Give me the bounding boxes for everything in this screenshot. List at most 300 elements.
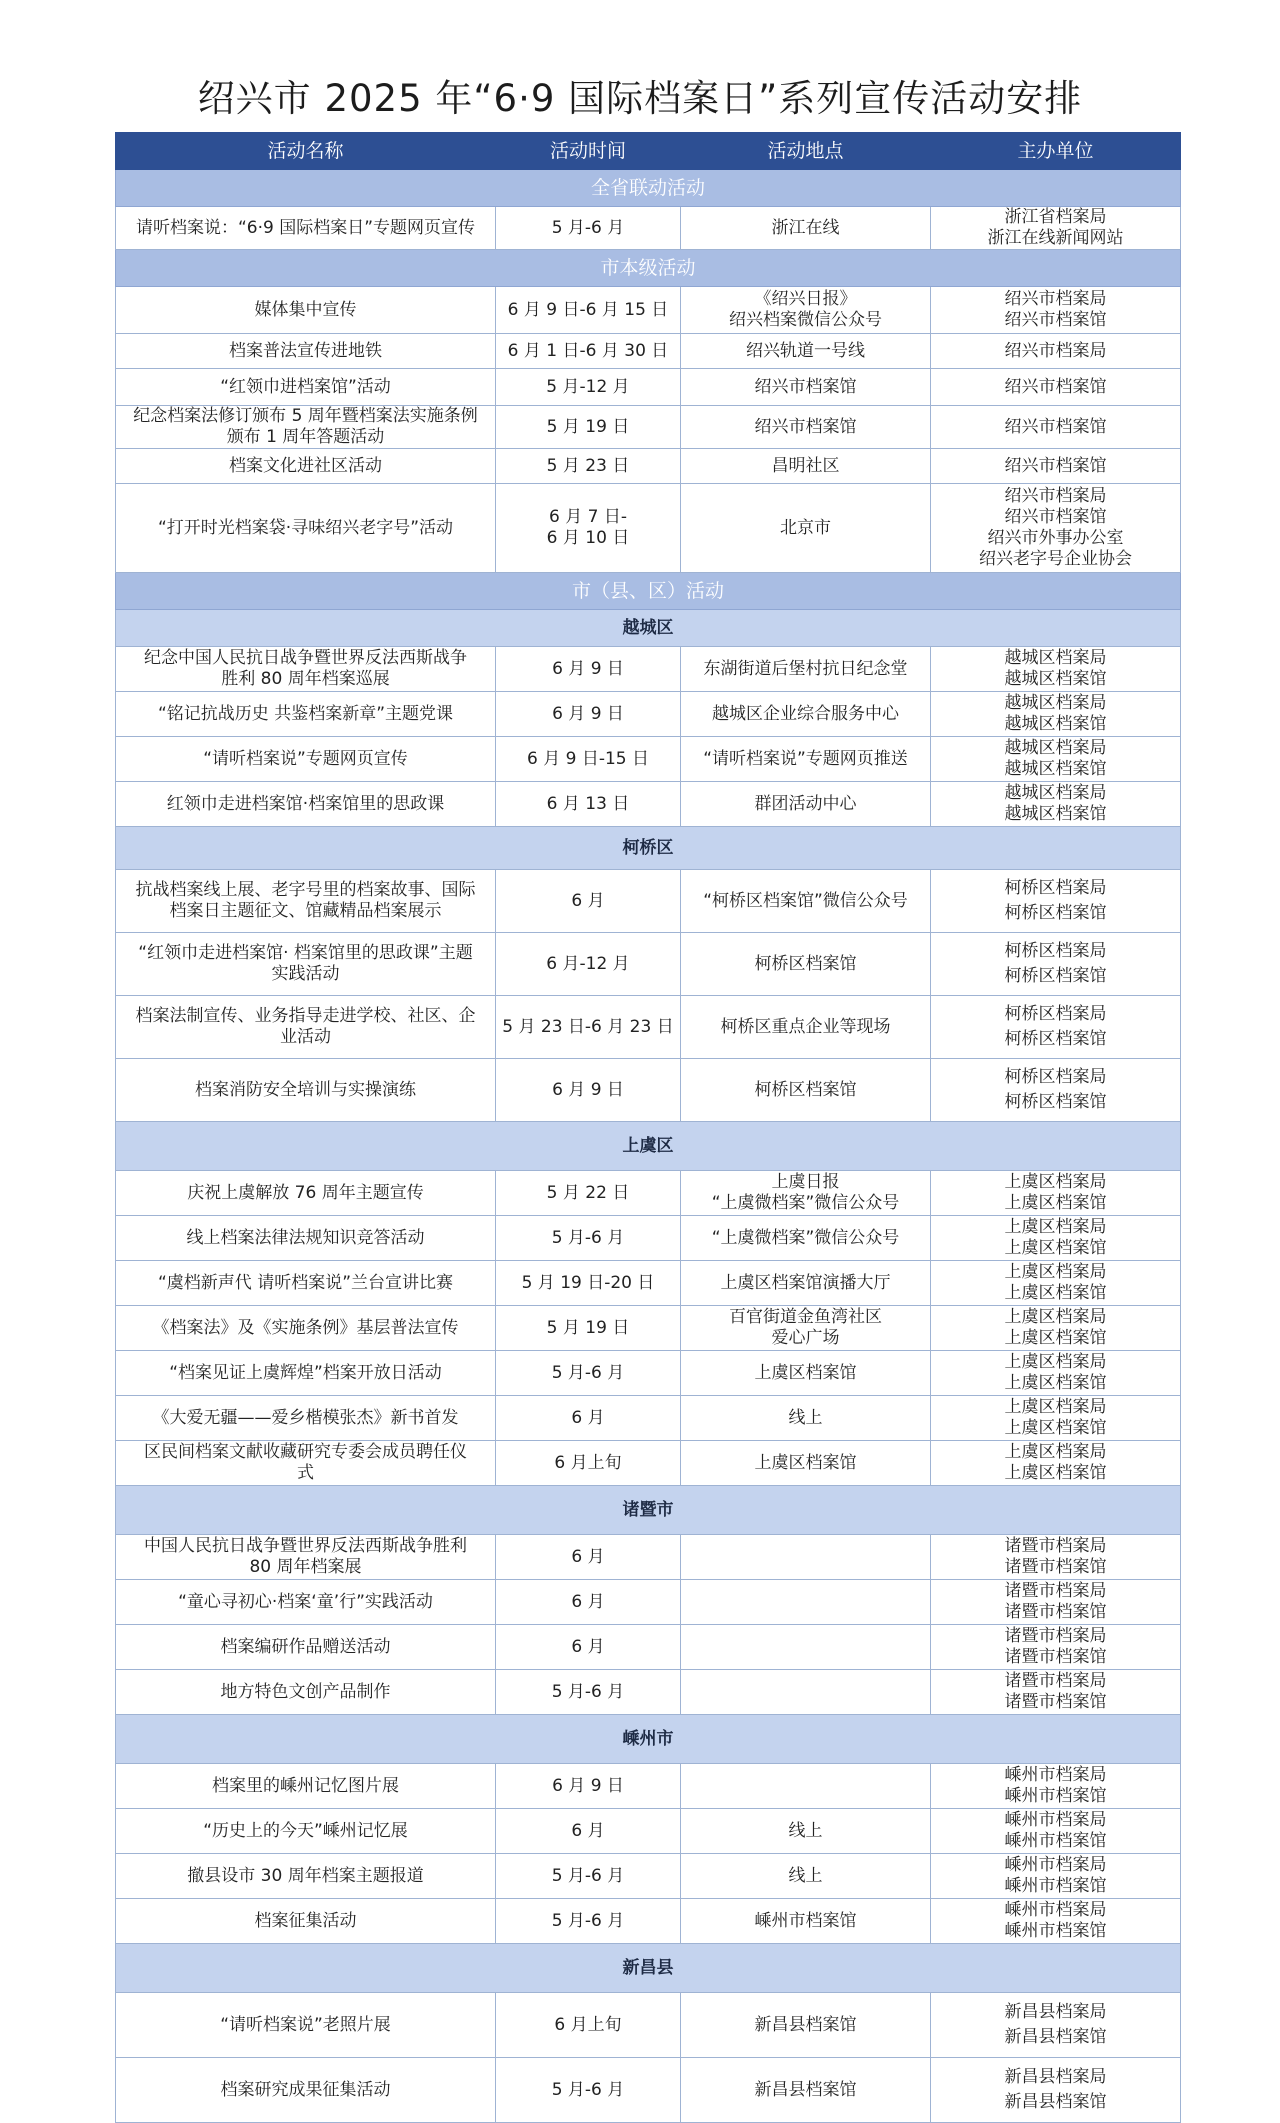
- organizer-line: 新昌县档案馆: [1004, 2092, 1107, 2112]
- activity-time-line: 5 月-6 月: [551, 217, 625, 238]
- table-row: [116, 1351, 1181, 1396]
- table-row: [116, 647, 1181, 692]
- activity-name: [116, 1351, 496, 1396]
- activity-name-line: 地方特色文创产品制作: [220, 1681, 391, 1702]
- activity-place: [681, 996, 931, 1059]
- organizer: [931, 207, 1181, 250]
- activity-name-line: “红领巾进档案馆”活动: [220, 376, 391, 397]
- activity-name-line: 档案里的嵊州记忆图片展: [212, 1775, 399, 1796]
- activity-place: [681, 207, 931, 250]
- activity-time: [496, 1216, 681, 1261]
- activity-name: [116, 1899, 496, 1944]
- activity-name: [116, 207, 496, 250]
- activity-name: [116, 870, 496, 933]
- organizer-line: 上虞区档案局: [1004, 1352, 1107, 1372]
- activity-place-line: 绍兴市档案馆: [754, 416, 857, 437]
- activity-name: [116, 449, 496, 484]
- activity-name-line: 档案日主题征文、馆藏精品档案展示: [169, 901, 442, 921]
- activity-name-line: 80 周年档案展: [249, 1557, 362, 1577]
- activity-time: [496, 406, 681, 449]
- activity-time-line: 6 月 9 日: [552, 1079, 624, 1100]
- activity-time-line: 6 月 9 日: [552, 1775, 624, 1796]
- organizer: [931, 647, 1181, 692]
- activity-name: [116, 2058, 496, 2123]
- activity-time-line: 6 月 1 日-6 月 30 日: [507, 340, 669, 361]
- activity-place-line: 绍兴轨道一号线: [746, 340, 865, 361]
- organizer-line: 上虞区档案局: [1004, 1442, 1107, 1462]
- organizer-line: 嵊州市档案馆: [1004, 1786, 1107, 1806]
- activity-time-line: 6 月: [571, 1636, 605, 1657]
- activity-time: [496, 1171, 681, 1216]
- activity-name: [116, 1535, 496, 1580]
- activity-time-line: 6 月 7 日-: [549, 507, 627, 527]
- activity-time: [496, 647, 681, 692]
- activity-time: [496, 2058, 681, 2123]
- organizer: [931, 1580, 1181, 1625]
- organizer: [931, 1809, 1181, 1854]
- organizer-line: 上虞区档案馆: [1004, 1283, 1107, 1303]
- activity-place-line: 新昌县档案馆: [754, 2079, 857, 2100]
- activity-time: [496, 1764, 681, 1809]
- activity-place-line: 新昌县档案馆: [754, 2014, 857, 2035]
- activity-place-line: 线上: [788, 1407, 823, 1428]
- organizer-line: 浙江在线新闻网站: [987, 228, 1124, 248]
- district-band-keqiao: [116, 827, 1181, 870]
- table-row: [116, 2058, 1181, 2123]
- district-band-shangyu: [116, 1122, 1181, 1171]
- activity-time-line: 5 月-12 月: [546, 376, 630, 397]
- activity-place-line: 绍兴档案微信公众号: [729, 310, 882, 330]
- table-row: [116, 406, 1181, 449]
- activity-name-line: 请听档案说：“6·9 国际档案日”专题网页宣传: [135, 217, 476, 238]
- activity-name-line: “请听档案说”老照片展: [220, 2014, 391, 2035]
- header-activity-place: 活动地点: [681, 133, 931, 170]
- organizer-line: 嵊州市档案馆: [1004, 1876, 1107, 1896]
- activity-time: [496, 737, 681, 782]
- organizer: [931, 1993, 1181, 2058]
- activity-place: [681, 1261, 931, 1306]
- organizer: [931, 1216, 1181, 1261]
- organizer: [931, 782, 1181, 827]
- activity-name-line: 区民间档案文献收藏研究专委会成员聘任仪: [144, 1442, 467, 1462]
- activity-place: [681, 1535, 931, 1580]
- activity-time-line: 6 月: [571, 890, 605, 911]
- activity-name: [116, 647, 496, 692]
- header-activity-time: 活动时间: [496, 133, 681, 170]
- activity-name-line: 档案研究成果征集活动: [220, 2079, 391, 2100]
- district-title: 诸暨市: [116, 1486, 1181, 1535]
- organizer-line: 上虞区档案馆: [1004, 1328, 1107, 1348]
- activity-name-line: 纪念档案法修订颁布 5 周年暨档案法实施条例: [133, 406, 478, 426]
- table-row: [116, 484, 1181, 573]
- organizer: [931, 406, 1181, 449]
- activity-place-line: 嵊州市档案馆: [754, 1910, 857, 1931]
- activity-time-line: 6 月: [571, 1591, 605, 1612]
- organizer: [931, 449, 1181, 484]
- table-row: [116, 1899, 1181, 1944]
- activity-time: [496, 1396, 681, 1441]
- activity-time-line: 5 月 19 日-20 日: [521, 1272, 655, 1293]
- district-title: 越城区: [116, 610, 1181, 647]
- table-row: [116, 1764, 1181, 1809]
- activity-time: [496, 287, 681, 334]
- activity-name-line: 式: [297, 1463, 314, 1483]
- activity-place: [681, 1441, 931, 1486]
- table-row: [116, 1261, 1181, 1306]
- activity-name: [116, 1670, 496, 1715]
- section-title: 全省联动活动: [116, 170, 1181, 207]
- activity-name-line: 颁布 1 周年答题活动: [226, 427, 385, 447]
- organizer-line: 越城区档案馆: [1004, 669, 1107, 689]
- activity-place-line: 昌明社区: [771, 455, 840, 476]
- table-row: [116, 737, 1181, 782]
- activity-time: [496, 1899, 681, 1944]
- activity-place-line: 浙江在线: [771, 217, 840, 238]
- district-title: 柯桥区: [116, 827, 1181, 870]
- activity-time-line: 6 月 9 日-6 月 15 日: [507, 299, 669, 320]
- organizer: [931, 737, 1181, 782]
- activity-place: [681, 1809, 931, 1854]
- activity-time-line: 6 月 10 日: [546, 528, 630, 548]
- activity-name-line: 《档案法》及《实施条例》基层普法宣传: [152, 1317, 459, 1338]
- section-title: 市本级活动: [116, 250, 1181, 287]
- activity-name-line: “请听档案说”专题网页宣传: [203, 748, 408, 769]
- activity-time: [496, 334, 681, 369]
- activity-place: [681, 1351, 931, 1396]
- activity-time-line: 5 月 19 日: [546, 416, 630, 437]
- activity-place: [681, 1764, 931, 1809]
- table-row: [116, 1809, 1181, 1854]
- section-title: 市（县、区）活动: [116, 573, 1181, 610]
- activity-place-line: 上虞区档案馆演播大厅: [720, 1272, 891, 1293]
- activity-name: [116, 406, 496, 449]
- activity-time-line: 6 月: [571, 1546, 605, 1567]
- activity-place-line: 柯桥区档案馆: [754, 1079, 857, 1100]
- activity-time-line: 5 月 22 日: [546, 1182, 630, 1203]
- organizer: [931, 692, 1181, 737]
- activity-time-line: 5 月-6 月: [551, 1227, 625, 1248]
- organizer: [931, 1396, 1181, 1441]
- activity-place-line: 北京市: [780, 517, 831, 538]
- activity-place: [681, 870, 931, 933]
- activity-time: [496, 870, 681, 933]
- organizer: [931, 287, 1181, 334]
- organizer: [931, 933, 1181, 996]
- activity-name-line: 纪念中国人民抗日战争暨世界反法西斯战争: [144, 648, 467, 668]
- activity-time: [496, 369, 681, 406]
- organizer: [931, 996, 1181, 1059]
- activity-name-line: 档案普法宣传进地铁: [229, 340, 382, 361]
- activity-place-line: 线上: [788, 1865, 823, 1886]
- activity-place-line: “请听档案说”专题网页推送: [703, 748, 908, 769]
- organizer-line: 绍兴市档案馆: [1004, 310, 1107, 330]
- activity-place: [681, 449, 931, 484]
- table-row: [116, 1441, 1181, 1486]
- organizer-line: 上虞区档案局: [1004, 1262, 1107, 1282]
- activity-name-line: “档案见证上虞辉煌”档案开放日活动: [169, 1362, 442, 1383]
- organizer: [931, 2058, 1181, 2123]
- organizer-line: 上虞区档案馆: [1004, 1418, 1107, 1438]
- activity-name: [116, 782, 496, 827]
- organizer: [931, 1059, 1181, 1122]
- section-band-county: [116, 573, 1181, 610]
- organizer-line: 嵊州市档案局: [1004, 1765, 1107, 1785]
- district-title: 新昌县: [116, 1944, 1181, 1993]
- activity-time: [496, 1059, 681, 1122]
- district-band-xinchang: [116, 1944, 1181, 1993]
- activity-place-line: 柯桥区档案馆: [754, 953, 857, 974]
- organizer-line: 上虞区档案局: [1004, 1397, 1107, 1417]
- table-row: [116, 1396, 1181, 1441]
- organizer-line: 越城区档案局: [1004, 693, 1107, 713]
- activity-name-line: “铭记抗战历史 共鉴档案新章”主题党课: [157, 703, 454, 724]
- activity-name: [116, 692, 496, 737]
- activity-place: [681, 782, 931, 827]
- activity-name-line: 胜利 80 周年档案巡展: [221, 669, 390, 689]
- activity-name: [116, 1261, 496, 1306]
- activity-time: [496, 1854, 681, 1899]
- activity-time-line: 6 月: [571, 1407, 605, 1428]
- organizer-line: 上虞区档案馆: [1004, 1193, 1107, 1213]
- activity-place: [681, 287, 931, 334]
- activity-name-line: 撤县设市 30 周年档案主题报道: [187, 1865, 424, 1886]
- organizer: [931, 1854, 1181, 1899]
- organizer: [931, 1441, 1181, 1486]
- activity-name-line: 抗战档案线上展、老字号里的档案故事、国际: [135, 880, 476, 900]
- activity-name-line: 中国人民抗日战争暨世界反法西斯战争胜利: [144, 1536, 467, 1556]
- organizer-line: 浙江省档案局: [1004, 207, 1107, 227]
- activity-time: [496, 1625, 681, 1670]
- organizer-line: 上虞区档案局: [1004, 1172, 1107, 1192]
- activity-time-line: 6 月 9 日-15 日: [526, 748, 649, 769]
- organizer-line: 越城区档案局: [1004, 738, 1107, 758]
- activity-place: [681, 2058, 931, 2123]
- activity-name: [116, 1580, 496, 1625]
- table-row: [116, 996, 1181, 1059]
- section-band-province: [116, 170, 1181, 207]
- table-row: [116, 870, 1181, 933]
- activity-name-line: 档案征集活动: [254, 1910, 357, 1931]
- section-band-city: [116, 250, 1181, 287]
- activity-name: [116, 334, 496, 369]
- organizer-line: 越城区档案馆: [1004, 804, 1107, 824]
- activity-time: [496, 692, 681, 737]
- table-row: [116, 1625, 1181, 1670]
- activity-place: [681, 1216, 931, 1261]
- table-row: [116, 933, 1181, 996]
- activity-place-line: “上虞微档案”微信公众号: [711, 1227, 900, 1248]
- activity-place: [681, 1670, 931, 1715]
- activity-time: [496, 933, 681, 996]
- activity-time-line: 6 月 9 日: [552, 703, 624, 724]
- organizer: [931, 870, 1181, 933]
- organizer-line: 柯桥区档案局: [1004, 941, 1107, 961]
- table-row: [116, 449, 1181, 484]
- organizer-line: 新昌县档案馆: [1004, 2027, 1107, 2047]
- activity-place: [681, 1171, 931, 1216]
- table-row: [116, 287, 1181, 334]
- activity-name-line: 线上档案法律法规知识竞答活动: [186, 1227, 425, 1248]
- activity-place: [681, 1899, 931, 1944]
- organizer-line: 嵊州市档案局: [1004, 1855, 1107, 1875]
- organizer-line: 绍兴市外事办公室: [987, 528, 1124, 548]
- activity-place-line: 线上: [788, 1820, 823, 1841]
- activity-place: [681, 1396, 931, 1441]
- activity-time-line: 6 月: [571, 1820, 605, 1841]
- activity-name: [116, 1216, 496, 1261]
- activity-name-line: “打开时光档案袋·寻味绍兴老字号”活动: [157, 517, 454, 538]
- table-row: [116, 369, 1181, 406]
- organizer-line: 上虞区档案馆: [1004, 1373, 1107, 1393]
- table-row: [116, 1216, 1181, 1261]
- activity-place: [681, 334, 931, 369]
- organizer-line: 绍兴市档案局: [1004, 289, 1107, 309]
- organizer-line: 柯桥区档案馆: [1004, 903, 1107, 923]
- activity-time-line: 5 月 23 日-6 月 23 日: [502, 1016, 674, 1037]
- organizer: [931, 484, 1181, 573]
- organizer-line: 新昌县档案局: [1004, 2002, 1107, 2022]
- activity-place-line: 柯桥区重点企业等现场: [720, 1016, 891, 1037]
- organizer: [931, 1351, 1181, 1396]
- activity-time: [496, 1580, 681, 1625]
- activity-time-line: 5 月-6 月: [551, 2079, 625, 2100]
- activity-place: [681, 1854, 931, 1899]
- activity-place-line: 上虞区档案馆: [754, 1362, 857, 1383]
- organizer-line: 嵊州市档案馆: [1004, 1831, 1107, 1851]
- activity-place: [681, 369, 931, 406]
- district-band-zhuji: [116, 1486, 1181, 1535]
- schedule-body: [116, 133, 1181, 2123]
- activity-name: [116, 1441, 496, 1486]
- activity-place: [681, 1306, 931, 1351]
- activity-time-line: 6 月上旬: [554, 1452, 622, 1473]
- header-activity-name: 活动名称: [116, 133, 496, 170]
- district-title: 上虞区: [116, 1122, 1181, 1171]
- organizer-line: 诸暨市档案馆: [1004, 1647, 1107, 1667]
- activity-time-line: 6 月 13 日: [546, 793, 630, 814]
- organizer-line: 越城区档案局: [1004, 648, 1107, 668]
- activity-name: [116, 1764, 496, 1809]
- organizer: [931, 1171, 1181, 1216]
- table-row: [116, 1580, 1181, 1625]
- organizer-line: 上虞区档案局: [1004, 1217, 1107, 1237]
- activity-time-line: 6 月-12 月: [546, 953, 630, 974]
- page-title: 绍兴市 2025 年“6·9 国际档案日”系列宣传活动安排: [197, 77, 1083, 120]
- activity-name-line: 实践活动: [271, 964, 340, 984]
- table-row: [116, 692, 1181, 737]
- activity-name-line: 档案法制宣传、业务指导走进学校、社区、企: [135, 1006, 476, 1026]
- activity-time: [496, 1535, 681, 1580]
- organizer-line: 绍兴市档案馆: [1004, 455, 1107, 476]
- activity-time: [496, 449, 681, 484]
- activity-time: [496, 782, 681, 827]
- activity-place: [681, 737, 931, 782]
- activity-place: [681, 933, 931, 996]
- activity-name-line: 档案编研作品赠送活动: [220, 1636, 391, 1657]
- activity-name-line: “红领巾走进档案馆· 档案馆里的思政课”主题: [138, 943, 473, 963]
- activity-name: [116, 1396, 496, 1441]
- organizer-line: 越城区档案馆: [1004, 714, 1107, 734]
- activity-time-line: 5 月-6 月: [551, 1681, 625, 1702]
- activity-time-line: 6 月 9 日: [552, 658, 624, 679]
- organizer-line: 上虞区档案局: [1004, 1307, 1107, 1327]
- table-row: [116, 1535, 1181, 1580]
- activity-time: [496, 484, 681, 573]
- organizer-line: 嵊州市档案馆: [1004, 1921, 1107, 1941]
- organizer: [931, 1261, 1181, 1306]
- organizer-line: 新昌县档案局: [1004, 2067, 1107, 2087]
- organizer: [931, 1535, 1181, 1580]
- organizer-line: 绍兴市档案局: [1004, 340, 1107, 361]
- activity-time: [496, 1441, 681, 1486]
- activity-name: [116, 996, 496, 1059]
- organizer-line: 越城区档案局: [1004, 783, 1107, 803]
- activity-time-line: 5 月 19 日: [546, 1317, 630, 1338]
- activity-place-line: 《绍兴日报》: [754, 289, 857, 309]
- activity-place: [681, 1993, 931, 2058]
- activity-place: [681, 1625, 931, 1670]
- activity-time: [496, 1670, 681, 1715]
- activity-name: [116, 369, 496, 406]
- organizer-line: 诸暨市档案局: [1004, 1671, 1107, 1691]
- organizer-line: 绍兴市档案馆: [1004, 507, 1107, 527]
- activity-place: [681, 484, 931, 573]
- activity-name-line: 庆祝上虞解放 76 周年主题宣传: [187, 1182, 424, 1203]
- activity-name: [116, 1059, 496, 1122]
- activity-time-line: 5 月 23 日: [546, 455, 630, 476]
- activity-place: [681, 1059, 931, 1122]
- organizer-line: 柯桥区档案馆: [1004, 1092, 1107, 1112]
- organizer: [931, 1764, 1181, 1809]
- activity-time: [496, 1993, 681, 2058]
- table-row: [116, 1171, 1181, 1216]
- activity-place-line: 爱心广场: [771, 1328, 840, 1348]
- organizer-line: 绍兴市档案馆: [1004, 376, 1107, 397]
- activity-place-line: 东湖街道后堡村抗日纪念堂: [703, 658, 908, 679]
- activity-name-line: “虞档新声代 请听档案说”兰台宣讲比赛: [157, 1272, 454, 1293]
- activity-place: [681, 647, 931, 692]
- activity-time: [496, 207, 681, 250]
- activity-time: [496, 996, 681, 1059]
- activity-place-line: 越城区企业综合服务中心: [712, 703, 899, 724]
- organizer-line: 绍兴老字号企业协会: [979, 549, 1132, 569]
- activity-time-line: 5 月-6 月: [551, 1362, 625, 1383]
- organizer-line: 嵊州市档案局: [1004, 1900, 1107, 1920]
- activity-name-line: “童心寻初心·档案‘童’行”实践活动: [178, 1591, 433, 1612]
- activity-place-line: “上虞微档案”微信公众号: [711, 1193, 900, 1213]
- activity-time-line: 5 月-6 月: [551, 1865, 625, 1886]
- organizer-line: 诸暨市档案局: [1004, 1581, 1107, 1601]
- table-row: [116, 782, 1181, 827]
- organizer-line: 越城区档案馆: [1004, 759, 1107, 779]
- activity-place-line: “柯桥区档案馆”微信公众号: [703, 890, 908, 911]
- district-band-shengzhou: [116, 1715, 1181, 1764]
- organizer-line: 柯桥区档案局: [1004, 878, 1107, 898]
- activity-name: [116, 1809, 496, 1854]
- activity-time: [496, 1351, 681, 1396]
- activity-place: [681, 406, 931, 449]
- activity-name-line: 红领巾走进档案馆·档案馆里的思政课: [166, 793, 445, 814]
- activity-time-line: 5 月-6 月: [551, 1910, 625, 1931]
- organizer-line: 绍兴市档案局: [1004, 486, 1107, 506]
- table-row: [116, 1993, 1181, 2058]
- organizer: [931, 1625, 1181, 1670]
- organizer-line: 诸暨市档案馆: [1004, 1602, 1107, 1622]
- activity-time-line: 6 月上旬: [554, 2014, 622, 2035]
- activity-name: [116, 484, 496, 573]
- organizer-line: 上虞区档案馆: [1004, 1238, 1107, 1258]
- activity-place-line: 绍兴市档案馆: [754, 376, 857, 397]
